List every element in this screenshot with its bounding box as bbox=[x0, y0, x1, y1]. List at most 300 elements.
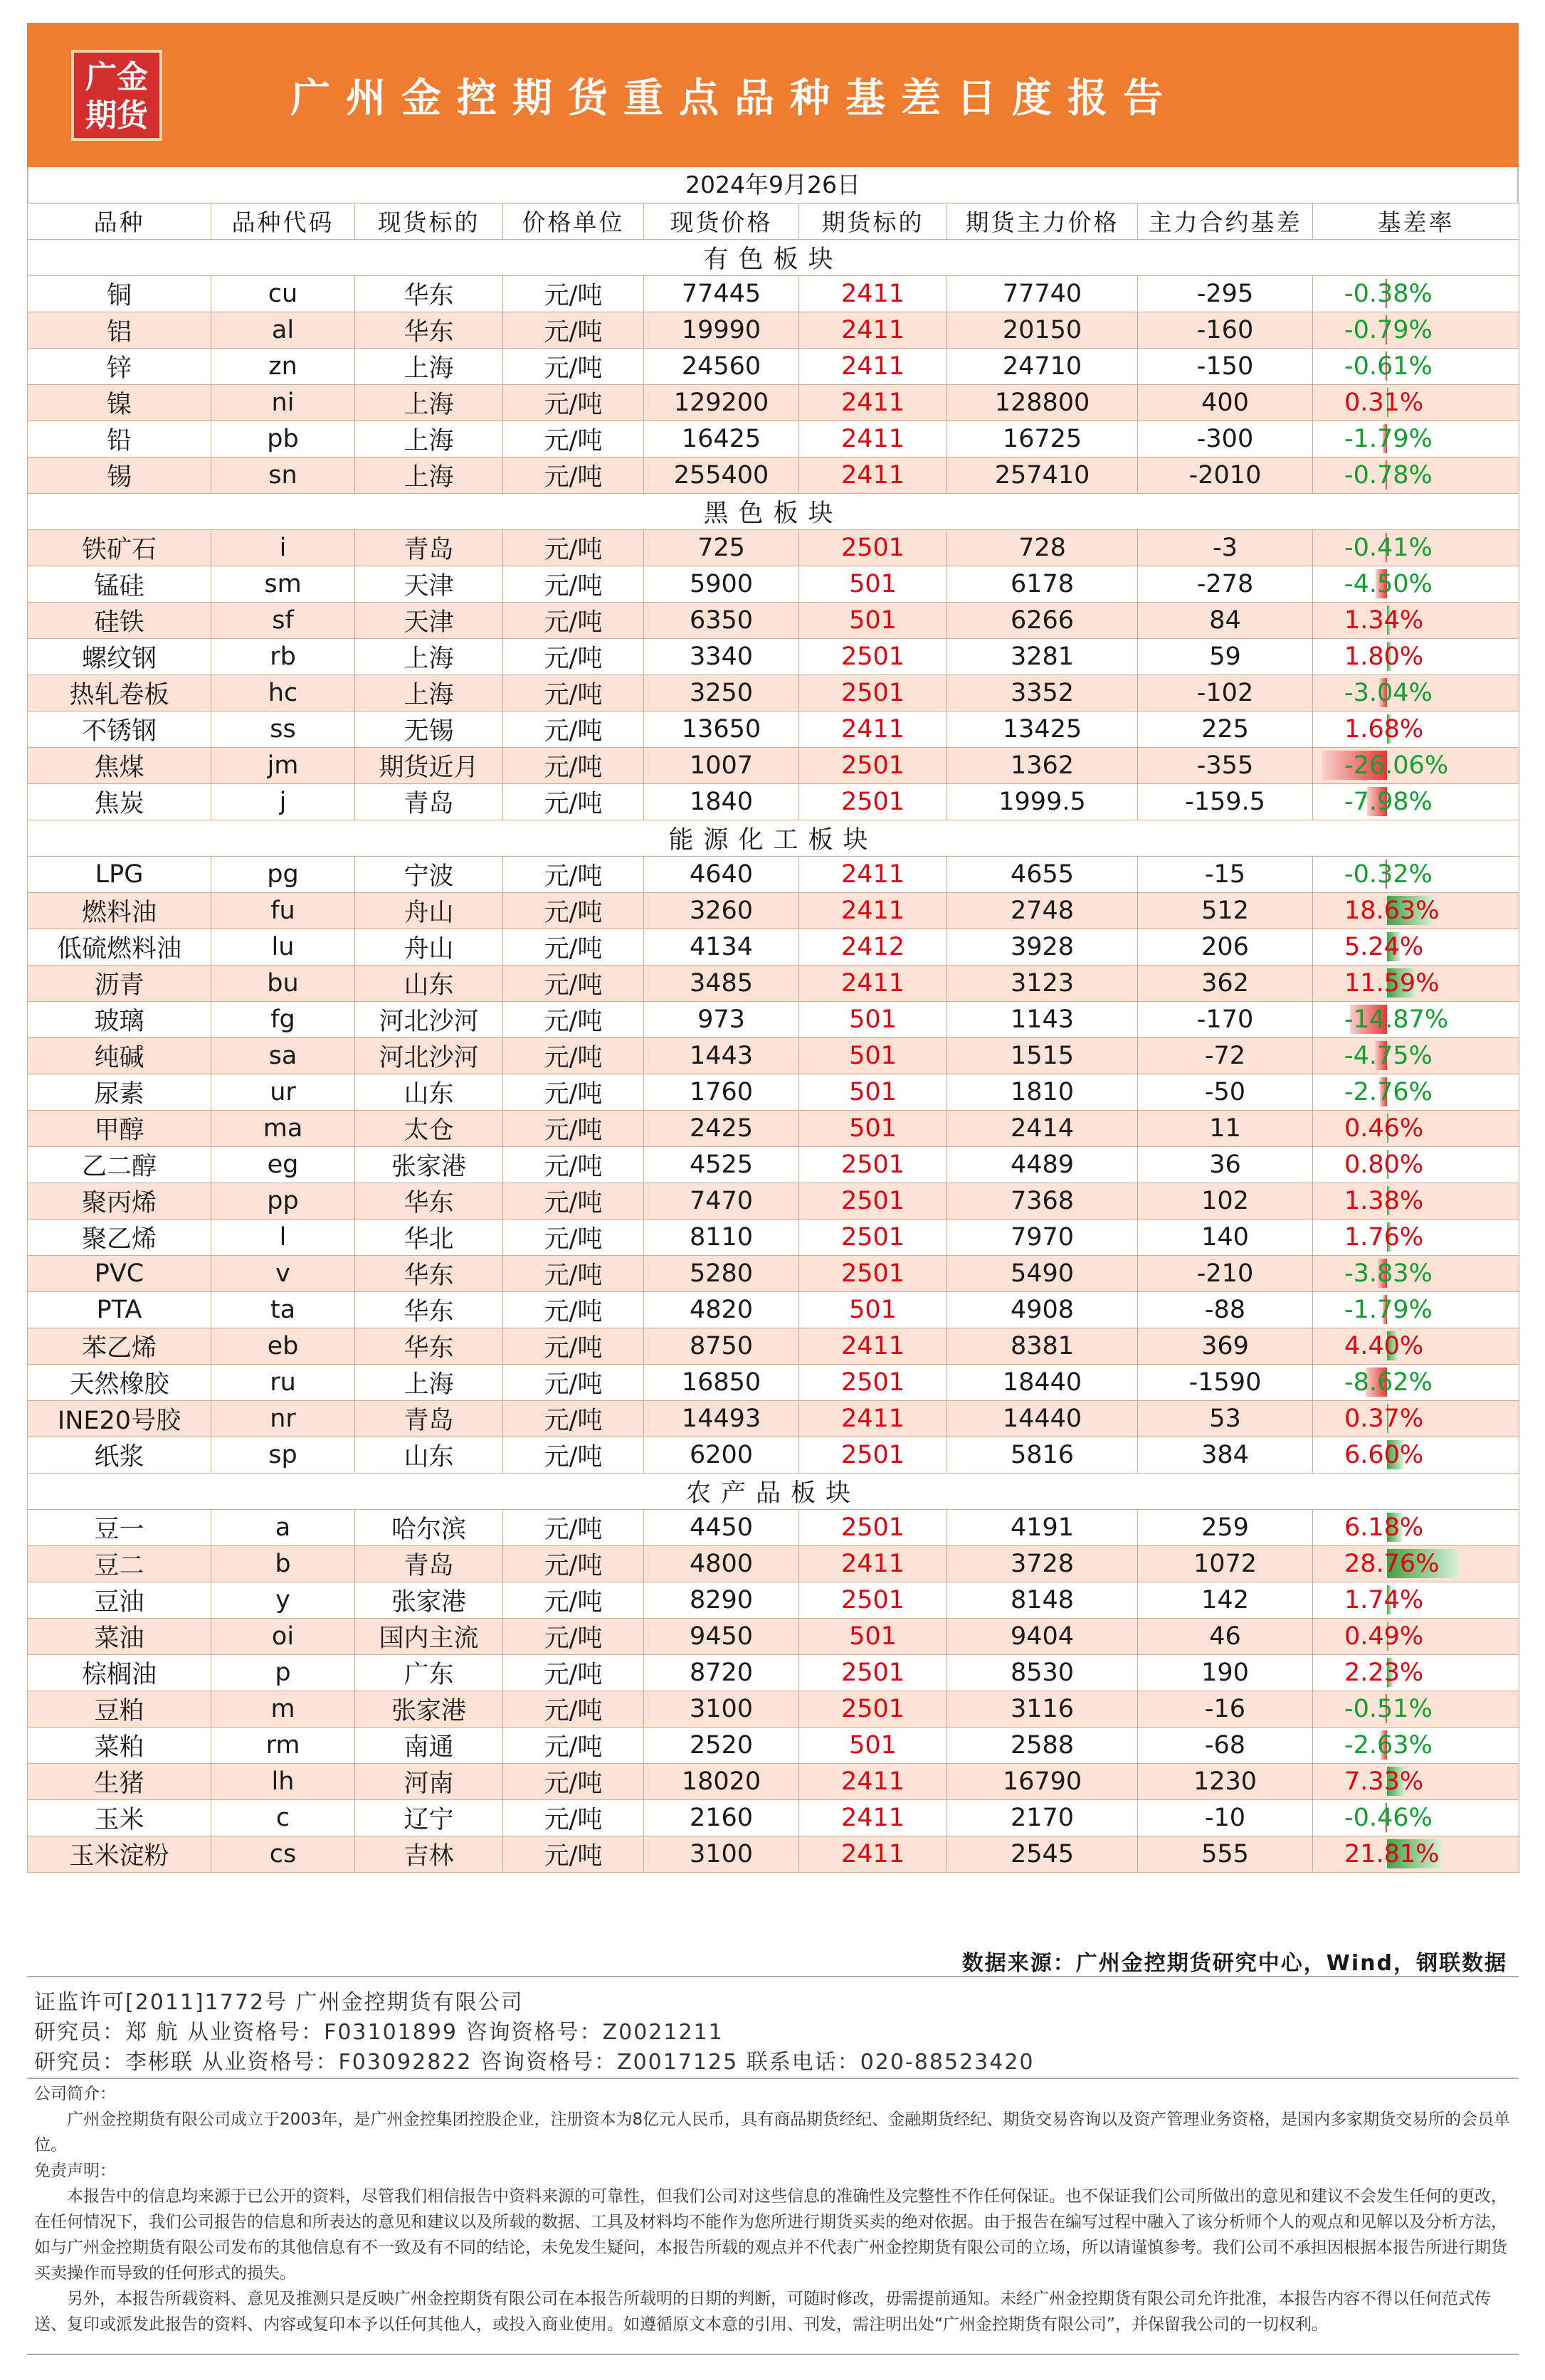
basis-cell: -102 bbox=[1138, 675, 1313, 711]
price-unit-cell: 元/吨 bbox=[503, 1799, 644, 1836]
price-unit-cell: 元/吨 bbox=[503, 457, 644, 493]
price-unit-cell: 元/吨 bbox=[503, 1582, 644, 1618]
table-row bbox=[28, 1146, 1519, 1183]
price-unit-cell: 元/吨 bbox=[503, 1437, 644, 1473]
product-name-cell: 生猪 bbox=[28, 1763, 211, 1799]
product-name-cell: 铅 bbox=[28, 421, 211, 457]
futures-price-cell: 9404 bbox=[947, 1618, 1138, 1654]
futures-price-cell: 128800 bbox=[947, 384, 1138, 421]
futures-contract-cell: 2411 bbox=[799, 892, 947, 929]
futures-price-cell: 3928 bbox=[947, 929, 1138, 965]
futures-contract-cell: 501 bbox=[799, 602, 947, 638]
product-name-cell: 锌 bbox=[28, 348, 211, 384]
product-code-cell: eg bbox=[211, 1146, 355, 1183]
price-unit-cell: 元/吨 bbox=[503, 1509, 644, 1545]
footer bbox=[27, 1976, 1519, 2075]
product-code-cell: cu bbox=[211, 275, 355, 312]
basis-cell: -210 bbox=[1138, 1255, 1313, 1291]
section-title: 有色板块 bbox=[28, 239, 1519, 275]
futures-price-cell: 77740 bbox=[947, 275, 1138, 312]
column-header: 品种 bbox=[28, 203, 211, 240]
price-unit-cell: 元/吨 bbox=[503, 1037, 644, 1074]
product-name-cell: 玉米 bbox=[28, 1799, 211, 1836]
basis-rate-cell bbox=[1313, 1582, 1519, 1618]
basis-rate-value: -4.50% bbox=[1344, 569, 1433, 598]
table-row bbox=[28, 675, 1519, 711]
spot-market-cell: 张家港 bbox=[355, 1691, 503, 1727]
futures-price-cell: 4655 bbox=[947, 856, 1138, 892]
spot-price-cell: 24560 bbox=[644, 348, 799, 384]
futures-price-cell: 3728 bbox=[947, 1545, 1138, 1582]
spot-price-cell: 6200 bbox=[644, 1437, 799, 1473]
basis-rate-value: -0.32% bbox=[1344, 860, 1433, 889]
basis-rate-value: 4.40% bbox=[1344, 1331, 1424, 1360]
product-name-cell: 锡 bbox=[28, 457, 211, 493]
product-name-cell: 尿素 bbox=[28, 1074, 211, 1110]
product-code-cell: ss bbox=[211, 711, 355, 747]
spot-price-cell: 8750 bbox=[644, 1328, 799, 1364]
basis-rate-cell bbox=[1313, 421, 1519, 457]
table-row bbox=[28, 1001, 1519, 1037]
basis-rate-value: -2.76% bbox=[1344, 1077, 1433, 1106]
table-row bbox=[28, 1255, 1519, 1291]
product-code-cell: pg bbox=[211, 856, 355, 892]
column-header: 主力合约基差 bbox=[1138, 203, 1313, 240]
basis-rate-value: -4.75% bbox=[1344, 1041, 1433, 1070]
basis-rate-cell bbox=[1313, 1618, 1519, 1654]
futures-contract-cell: 2501 bbox=[799, 783, 947, 820]
basis-rate-cell bbox=[1313, 348, 1519, 384]
spot-price-cell: 5900 bbox=[644, 566, 799, 602]
basis-rate-cell bbox=[1313, 1001, 1519, 1037]
basis-cell: 142 bbox=[1138, 1582, 1313, 1618]
basis-cell: -88 bbox=[1138, 1291, 1313, 1328]
basis-cell: 512 bbox=[1138, 892, 1313, 929]
basis-rate-value: 2.23% bbox=[1344, 1658, 1424, 1687]
product-name-cell: INE20号胶 bbox=[28, 1400, 211, 1437]
spot-price-cell: 255400 bbox=[644, 457, 799, 493]
spot-market-cell: 青岛 bbox=[355, 1545, 503, 1582]
table-row bbox=[28, 529, 1519, 566]
spot-market-cell: 河北沙河 bbox=[355, 1037, 503, 1074]
basis-cell: -68 bbox=[1138, 1727, 1313, 1763]
basis-rate-value: -1.79% bbox=[1344, 424, 1433, 453]
table-row bbox=[28, 348, 1519, 384]
spot-market-cell: 青岛 bbox=[355, 783, 503, 820]
basis-rate-value: -7.98% bbox=[1344, 787, 1433, 816]
spot-price-cell: 8110 bbox=[644, 1219, 799, 1255]
disclaimer-paragraph-2: 另外，本报告所载资料、意见及推测只是反映广州金控期货有限公司在本报告所载明的日期的判断，可随时修改，毋需提前通知。未经广州金控期货有限公司允许批准，本报告内容不得以任何范式传送、复印或派发此报告的资料、内容或复印本予以任何其他人，或投入商业使用。如遵循原文本意的引用、刊发，需注明出处“广州金控期货有限公司”，并保留我公司的一切权利。 bbox=[34, 2290, 1491, 2334]
product-code-cell: l bbox=[211, 1219, 355, 1255]
spot-market-cell: 山东 bbox=[355, 1074, 503, 1110]
futures-contract-cell: 2501 bbox=[799, 1437, 947, 1473]
table-row bbox=[28, 1364, 1519, 1400]
table-row bbox=[28, 312, 1519, 348]
table-row bbox=[28, 1037, 1519, 1074]
basis-rate-cell bbox=[1313, 602, 1519, 638]
basis-cell: 190 bbox=[1138, 1654, 1313, 1691]
basis-rate-value: -0.41% bbox=[1344, 533, 1433, 562]
report-page bbox=[27, 23, 1519, 2358]
basis-cell: -160 bbox=[1138, 312, 1313, 348]
table-row bbox=[28, 1183, 1519, 1219]
futures-contract-cell: 2411 bbox=[799, 1763, 947, 1799]
spot-market-cell: 上海 bbox=[355, 421, 503, 457]
basis-rate-cell bbox=[1313, 1074, 1519, 1110]
basis-rate-value: 28.76% bbox=[1344, 1549, 1440, 1578]
basis-cell: 206 bbox=[1138, 929, 1313, 965]
disclaimer-paragraph-1: 本报告中的信息均来源于已公开的资料，尽管我们相信报告中资料来源的可靠性，但我们公司对这些信息的准确性及完整性不作任何保证。也不保证我们公司所做出的意见和建议不会发生任何的更改，在任何情况下，我们公司报告的信息和所表达的意见和建议以及所载的数据、工具及材料均不能作为您所进行期货买卖的绝对依据。由于报告在编写过程中融入了该分析师个人的观点和见解以及分析方法，如与广州金控期货有限公司发布的其他信息有不一致及有不同的结论，未免发生疑问，本报告所载的观点并不代表广州金控期货有限公司的立场，所以请谨慎参考。我们公司不承担因根据本报告所进行期货买卖操作而导致的任何形式的损失。 bbox=[34, 2187, 1507, 2283]
table-row bbox=[28, 1291, 1519, 1328]
table-row bbox=[28, 421, 1519, 457]
basis-rate-cell bbox=[1313, 312, 1519, 348]
spot-price-cell: 1840 bbox=[644, 783, 799, 820]
product-name-cell: 天然橡胶 bbox=[28, 1364, 211, 1400]
product-name-cell: 不锈钢 bbox=[28, 711, 211, 747]
spot-market-cell: 上海 bbox=[355, 384, 503, 421]
futures-price-cell: 3116 bbox=[947, 1691, 1138, 1727]
basis-rate-value: 1.76% bbox=[1344, 1222, 1424, 1252]
product-name-cell: 铜 bbox=[28, 275, 211, 312]
futures-contract-cell: 501 bbox=[799, 1618, 947, 1654]
basis-cell: 84 bbox=[1138, 602, 1313, 638]
product-name-cell: 焦炭 bbox=[28, 783, 211, 820]
futures-price-cell: 18440 bbox=[947, 1364, 1138, 1400]
basis-cell: -50 bbox=[1138, 1074, 1313, 1110]
spot-price-cell: 725 bbox=[644, 529, 799, 566]
table-row bbox=[28, 1691, 1519, 1727]
price-unit-cell: 元/吨 bbox=[503, 856, 644, 892]
price-unit-cell: 元/吨 bbox=[503, 638, 644, 675]
futures-price-cell: 2748 bbox=[947, 892, 1138, 929]
price-unit-cell: 元/吨 bbox=[503, 1074, 644, 1110]
spot-price-cell: 2520 bbox=[644, 1727, 799, 1763]
spot-price-cell: 1760 bbox=[644, 1074, 799, 1110]
price-unit-cell: 元/吨 bbox=[503, 1654, 644, 1691]
product-name-cell: 焦煤 bbox=[28, 747, 211, 783]
price-unit-cell: 元/吨 bbox=[503, 566, 644, 602]
product-name-cell: LPG bbox=[28, 856, 211, 892]
spot-market-cell: 山东 bbox=[355, 965, 503, 1001]
futures-contract-cell: 2501 bbox=[799, 1654, 947, 1691]
product-code-cell: pb bbox=[211, 421, 355, 457]
product-code-cell: lh bbox=[211, 1763, 355, 1799]
table-row bbox=[28, 1545, 1519, 1582]
price-unit-cell: 元/吨 bbox=[503, 675, 644, 711]
futures-price-cell: 728 bbox=[947, 529, 1138, 566]
basis-cell: -355 bbox=[1138, 747, 1313, 783]
futures-contract-cell: 2501 bbox=[799, 1582, 947, 1618]
product-name-cell: 豆一 bbox=[28, 1509, 211, 1545]
basis-rate-cell bbox=[1313, 1183, 1519, 1219]
product-code-cell: bu bbox=[211, 965, 355, 1001]
product-name-cell: 燃料油 bbox=[28, 892, 211, 929]
spot-market-cell: 辽宁 bbox=[355, 1799, 503, 1836]
basis-rate-value: 1.34% bbox=[1344, 605, 1424, 635]
basis-rate-value: 0.46% bbox=[1344, 1114, 1424, 1143]
futures-price-cell: 16725 bbox=[947, 421, 1138, 457]
price-unit-cell: 元/吨 bbox=[503, 1001, 644, 1037]
futures-contract-cell: 2411 bbox=[799, 1400, 947, 1437]
futures-contract-cell: 2501 bbox=[799, 675, 947, 711]
futures-price-cell: 1515 bbox=[947, 1037, 1138, 1074]
basis-cell: 400 bbox=[1138, 384, 1313, 421]
spot-price-cell: 4800 bbox=[644, 1545, 799, 1582]
product-code-cell: ma bbox=[211, 1110, 355, 1146]
futures-contract-cell: 2411 bbox=[799, 965, 947, 1001]
price-unit-cell: 元/吨 bbox=[503, 783, 644, 820]
product-code-cell: sm bbox=[211, 566, 355, 602]
basis-rate-cell bbox=[1313, 1400, 1519, 1437]
spot-price-cell: 5280 bbox=[644, 1255, 799, 1291]
intro-title: 公司简介： bbox=[34, 2085, 116, 2103]
product-name-cell: 豆油 bbox=[28, 1582, 211, 1618]
product-name-cell: 镍 bbox=[28, 384, 211, 421]
product-code-cell: c bbox=[211, 1799, 355, 1836]
spot-market-cell: 青岛 bbox=[355, 529, 503, 566]
table-row bbox=[28, 747, 1519, 783]
report-banner bbox=[27, 23, 1519, 167]
futures-contract-cell: 2411 bbox=[799, 711, 947, 747]
table-row bbox=[28, 1074, 1519, 1110]
futures-price-cell: 20150 bbox=[947, 312, 1138, 348]
column-header: 品种代码 bbox=[211, 203, 355, 240]
table-row bbox=[28, 1509, 1519, 1545]
table-row bbox=[28, 1400, 1519, 1437]
column-header: 期货标的 bbox=[799, 203, 947, 240]
table-row bbox=[28, 1618, 1519, 1654]
column-header: 现货标的 bbox=[355, 203, 503, 240]
basis-cell: -10 bbox=[1138, 1799, 1313, 1836]
basis-rate-cell bbox=[1313, 457, 1519, 493]
futures-contract-cell: 2501 bbox=[799, 1364, 947, 1400]
spot-price-cell: 8290 bbox=[644, 1582, 799, 1618]
product-name-cell: 沥青 bbox=[28, 965, 211, 1001]
basis-cell: 384 bbox=[1138, 1437, 1313, 1473]
futures-price-cell: 3281 bbox=[947, 638, 1138, 675]
product-name-cell: 铁矿石 bbox=[28, 529, 211, 566]
disclaimer-block bbox=[34, 2081, 1512, 2337]
futures-price-cell: 13425 bbox=[947, 711, 1138, 747]
spot-market-cell: 上海 bbox=[355, 348, 503, 384]
table-row bbox=[28, 1799, 1519, 1836]
spot-price-cell: 4525 bbox=[644, 1146, 799, 1183]
basis-rate-value: -3.04% bbox=[1344, 678, 1433, 707]
product-code-cell: y bbox=[211, 1582, 355, 1618]
column-header: 基差率 bbox=[1313, 203, 1519, 240]
footer-divider bbox=[27, 2078, 1519, 2079]
product-name-cell: 纯碱 bbox=[28, 1037, 211, 1074]
futures-price-cell: 5490 bbox=[947, 1255, 1138, 1291]
intro-text: 广州金控期货有限公司成立于2003年，是广州金控集团控股企业，注册资本为8亿元人民币，具有商品期货经纪、金融期货经纪、期货交易咨询以及资产管理业务资格，是国内多家期货交易所的会员单位。 bbox=[34, 2110, 1511, 2154]
product-code-cell: oi bbox=[211, 1618, 355, 1654]
basis-rate-cell bbox=[1313, 892, 1519, 929]
futures-price-cell: 257410 bbox=[947, 457, 1138, 493]
basis-rate-cell bbox=[1313, 1110, 1519, 1146]
futures-price-cell: 2588 bbox=[947, 1727, 1138, 1763]
futures-price-cell: 1999.5 bbox=[947, 783, 1138, 820]
logo-line-1: 广金 bbox=[85, 59, 148, 95]
futures-price-cell: 3123 bbox=[947, 965, 1138, 1001]
basis-rate-value: -8.62% bbox=[1344, 1368, 1433, 1397]
product-code-cell: p bbox=[211, 1654, 355, 1691]
basis-rate-cell bbox=[1313, 1146, 1519, 1183]
basis-cell: 36 bbox=[1138, 1146, 1313, 1183]
product-name-cell: 铝 bbox=[28, 312, 211, 348]
company-logo bbox=[71, 50, 162, 141]
price-unit-cell: 元/吨 bbox=[503, 384, 644, 421]
product-code-cell: jm bbox=[211, 747, 355, 783]
basis-rate-cell bbox=[1313, 1691, 1519, 1727]
basis-cell: 369 bbox=[1138, 1328, 1313, 1364]
price-unit-cell: 元/吨 bbox=[503, 1545, 644, 1582]
table-row bbox=[28, 1437, 1519, 1473]
product-code-cell: sp bbox=[211, 1437, 355, 1473]
basis-rate-value: 0.37% bbox=[1344, 1404, 1424, 1433]
basis-cell: -2010 bbox=[1138, 457, 1313, 493]
researcher-line-2: 研究员：李彬联 从业资格号：F03092822 咨询资格号：Z0017125 联系电话：020-88523420 bbox=[34, 2050, 1035, 2075]
researcher-line-1: 研究员：郑 航 从业资格号：F03101899 咨询资格号：Z0021211 bbox=[34, 2020, 724, 2045]
table-body bbox=[28, 239, 1519, 1872]
basis-rate-cell bbox=[1313, 1836, 1519, 1872]
spot-market-cell: 上海 bbox=[355, 1364, 503, 1400]
bottom-divider bbox=[27, 2354, 1519, 2355]
table-row bbox=[28, 965, 1519, 1001]
basis-cell: -1590 bbox=[1138, 1364, 1313, 1400]
report-title: 广州金控期货重点品种基差日度报告 bbox=[290, 75, 1178, 122]
product-code-cell: m bbox=[211, 1691, 355, 1727]
futures-contract-cell: 2501 bbox=[799, 747, 947, 783]
disclaimer-title: 免责声明： bbox=[34, 2162, 116, 2180]
basis-rate-cell bbox=[1313, 747, 1519, 783]
futures-price-cell: 7368 bbox=[947, 1183, 1138, 1219]
basis-rate-value: 18.63% bbox=[1344, 896, 1440, 925]
basis-rate-cell bbox=[1313, 1763, 1519, 1799]
spot-price-cell: 3485 bbox=[644, 965, 799, 1001]
spot-price-cell: 2425 bbox=[644, 1110, 799, 1146]
basis-cell: -278 bbox=[1138, 566, 1313, 602]
basis-rate-value: -0.46% bbox=[1344, 1803, 1433, 1832]
price-unit-cell: 元/吨 bbox=[503, 1618, 644, 1654]
spot-market-cell: 华东 bbox=[355, 1328, 503, 1364]
basis-rate-cell bbox=[1313, 1545, 1519, 1582]
spot-market-cell: 青岛 bbox=[355, 1400, 503, 1437]
basis-rate-cell bbox=[1313, 1654, 1519, 1691]
product-name-cell: 豆二 bbox=[28, 1545, 211, 1582]
product-code-cell: ur bbox=[211, 1074, 355, 1110]
futures-price-cell: 4489 bbox=[947, 1146, 1138, 1183]
basis-rate-value: 6.60% bbox=[1344, 1440, 1424, 1469]
futures-contract-cell: 2501 bbox=[799, 638, 947, 675]
futures-price-cell: 24710 bbox=[947, 348, 1138, 384]
futures-contract-cell: 2411 bbox=[799, 384, 947, 421]
spot-price-cell: 3340 bbox=[644, 638, 799, 675]
spot-market-cell: 张家港 bbox=[355, 1146, 503, 1183]
spot-market-cell: 吉林 bbox=[355, 1836, 503, 1872]
column-header: 期货主力价格 bbox=[947, 203, 1138, 240]
section-title: 黑色板块 bbox=[28, 493, 1519, 529]
spot-market-cell: 华北 bbox=[355, 1219, 503, 1255]
table-row bbox=[28, 892, 1519, 929]
basis-cell: 46 bbox=[1138, 1618, 1313, 1654]
table-row bbox=[28, 1727, 1519, 1763]
spot-market-cell: 天津 bbox=[355, 566, 503, 602]
basis-cell: 53 bbox=[1138, 1400, 1313, 1437]
spot-price-cell: 16850 bbox=[644, 1364, 799, 1400]
basis-rate-value: 1.74% bbox=[1344, 1585, 1424, 1614]
basis-cell: 1230 bbox=[1138, 1763, 1313, 1799]
price-unit-cell: 元/吨 bbox=[503, 529, 644, 566]
table-row bbox=[28, 1836, 1519, 1872]
basis-table bbox=[27, 203, 1519, 1873]
price-unit-cell: 元/吨 bbox=[503, 711, 644, 747]
price-unit-cell: 元/吨 bbox=[503, 312, 644, 348]
price-unit-cell: 元/吨 bbox=[503, 892, 644, 929]
price-unit-cell: 元/吨 bbox=[503, 1328, 644, 1364]
basis-rate-cell bbox=[1313, 566, 1519, 602]
basis-rate-value: -3.83% bbox=[1344, 1259, 1433, 1288]
spot-market-cell: 华东 bbox=[355, 275, 503, 312]
price-unit-cell: 元/吨 bbox=[503, 348, 644, 384]
futures-contract-cell: 501 bbox=[799, 566, 947, 602]
spot-market-cell: 无锡 bbox=[355, 711, 503, 747]
basis-cell: 1072 bbox=[1138, 1545, 1313, 1582]
price-unit-cell: 元/吨 bbox=[503, 747, 644, 783]
product-code-cell: rb bbox=[211, 638, 355, 675]
basis-rate-value: 11.59% bbox=[1344, 968, 1440, 998]
basis-rate-value: -0.51% bbox=[1344, 1694, 1433, 1723]
price-unit-cell: 元/吨 bbox=[503, 1691, 644, 1727]
table-header-row bbox=[28, 203, 1519, 240]
spot-price-cell: 14493 bbox=[644, 1400, 799, 1437]
basis-rate-value: -14.87% bbox=[1344, 1005, 1449, 1034]
futures-contract-cell: 2411 bbox=[799, 856, 947, 892]
futures-contract-cell: 501 bbox=[799, 1727, 947, 1763]
spot-price-cell: 4450 bbox=[644, 1509, 799, 1545]
basis-rate-cell bbox=[1313, 638, 1519, 675]
basis-rate-cell bbox=[1313, 711, 1519, 747]
price-unit-cell: 元/吨 bbox=[503, 1763, 644, 1799]
basis-rate-value: 21.81% bbox=[1344, 1839, 1440, 1868]
basis-cell: -72 bbox=[1138, 1037, 1313, 1074]
futures-price-cell: 2545 bbox=[947, 1836, 1138, 1872]
futures-contract-cell: 501 bbox=[799, 1001, 947, 1037]
price-unit-cell: 元/吨 bbox=[503, 602, 644, 638]
report-date: 2024年9月26日 bbox=[27, 167, 1519, 203]
futures-price-cell: 1362 bbox=[947, 747, 1138, 783]
spot-price-cell: 3100 bbox=[644, 1836, 799, 1872]
spot-market-cell: 期货近月 bbox=[355, 747, 503, 783]
price-unit-cell: 元/吨 bbox=[503, 1219, 644, 1255]
futures-contract-cell: 2501 bbox=[799, 1509, 947, 1545]
spot-market-cell: 华东 bbox=[355, 1183, 503, 1219]
spot-market-cell: 华东 bbox=[355, 1255, 503, 1291]
spot-market-cell: 上海 bbox=[355, 638, 503, 675]
futures-price-cell: 6178 bbox=[947, 566, 1138, 602]
spot-price-cell: 129200 bbox=[644, 384, 799, 421]
price-unit-cell: 元/吨 bbox=[503, 1400, 644, 1437]
price-unit-cell: 元/吨 bbox=[503, 275, 644, 312]
product-name-cell: 苯乙烯 bbox=[28, 1328, 211, 1364]
spot-market-cell: 哈尔滨 bbox=[355, 1509, 503, 1545]
basis-rate-value: 5.24% bbox=[1344, 932, 1424, 961]
price-unit-cell: 元/吨 bbox=[503, 1146, 644, 1183]
futures-price-cell: 14440 bbox=[947, 1400, 1138, 1437]
basis-rate-value: -0.38% bbox=[1344, 279, 1433, 308]
basis-rate-cell bbox=[1313, 1364, 1519, 1400]
price-unit-cell: 元/吨 bbox=[503, 1364, 644, 1400]
spot-market-cell: 河北沙河 bbox=[355, 1001, 503, 1037]
